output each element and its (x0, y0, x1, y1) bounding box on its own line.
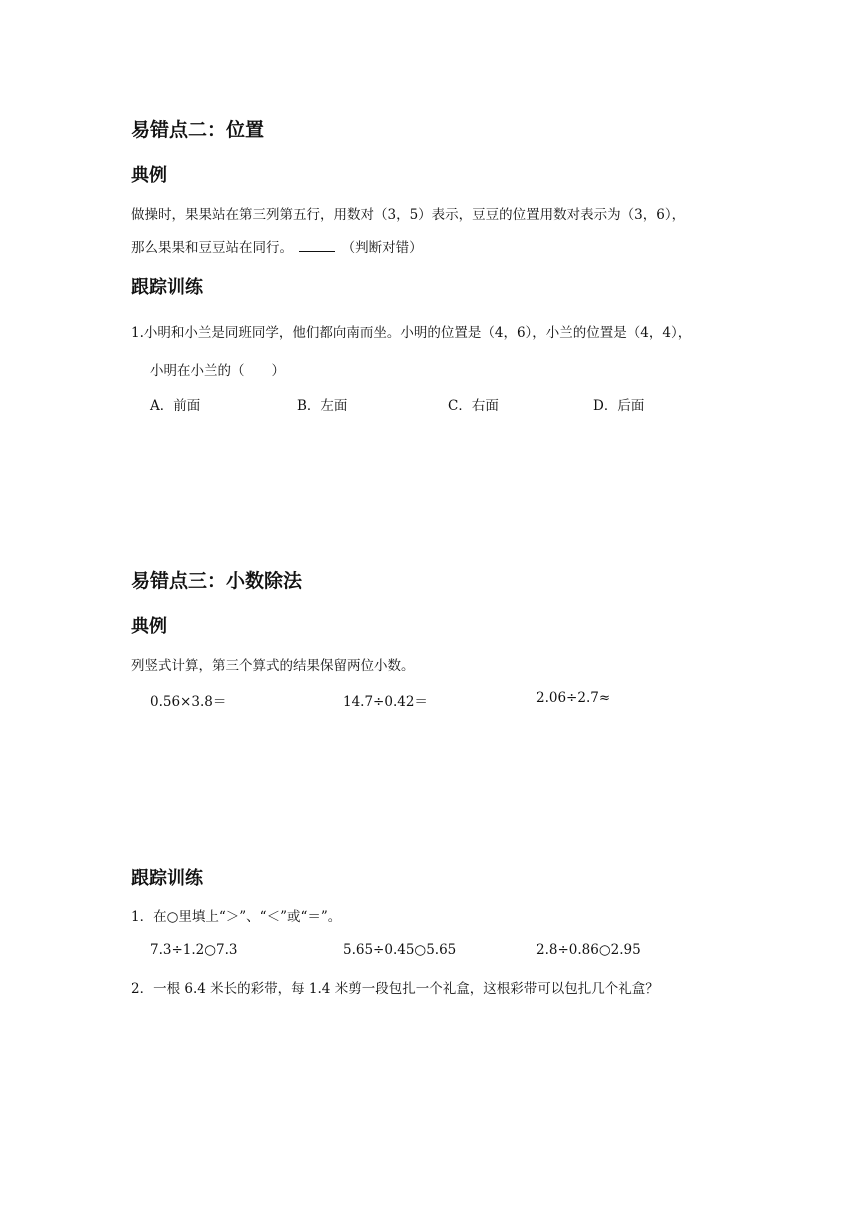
compare-3: 2.8÷0.86○2.95 (536, 942, 641, 958)
compare-2: 5.65÷0.45○5.65 (343, 942, 457, 958)
option-a[interactable]: A．前面 (150, 398, 201, 414)
practice-heading: 跟踪训练 (131, 868, 203, 889)
practice-q1: 1．在○里填上“＞”、“＜”或“＝”。 (131, 909, 342, 925)
calc-2: 14.7÷0.42＝ (343, 694, 428, 710)
example-text-line2-pre: 那么果果和豆豆站在同行。 (131, 240, 293, 256)
example-text: 列竖式计算，第三个算式的结果保留两位小数。 (131, 658, 415, 674)
practice-heading: 跟踪训练 (131, 277, 203, 298)
calc-3: 2.06÷2.7≈ (536, 690, 611, 706)
example-heading: 典例 (131, 165, 167, 186)
example-text-line1: 做操时，果果站在第三列第五行，用数对（3，5）表示，豆豆的位置用数对表示为（3，6）， (131, 207, 686, 223)
option-c[interactable]: C．右面 (448, 398, 499, 414)
option-b[interactable]: B．左面 (297, 398, 348, 414)
compare-1: 7.3÷1.2○7.3 (150, 942, 238, 958)
example-text-line2 (131, 236, 423, 256)
practice-q1-line1: 1.小明和小兰是同班同学，他们都向南而坐。小明的位置是（4，6），小兰的位置是（4，4）， (131, 325, 692, 341)
example-text-line2-post: （判断对错） (341, 240, 423, 256)
example-heading: 典例 (131, 616, 167, 637)
practice-q1-line2: 小明在小兰的（ ） (150, 363, 285, 379)
calc-1: 0.56×3.8＝ (150, 694, 227, 710)
answer-blank[interactable] (299, 239, 335, 252)
section-title-position: 易错点二：位置 (131, 119, 265, 141)
practice-q2: 2．一根 6.4 米长的彩带，每 1.4 米剪一段包扎一个礼盒，这根彩带可以包扎几个礼盒？ (131, 981, 659, 997)
section-title-decimal-division: 易错点三：小数除法 (131, 570, 303, 592)
option-d[interactable]: D．后面 (593, 398, 645, 414)
